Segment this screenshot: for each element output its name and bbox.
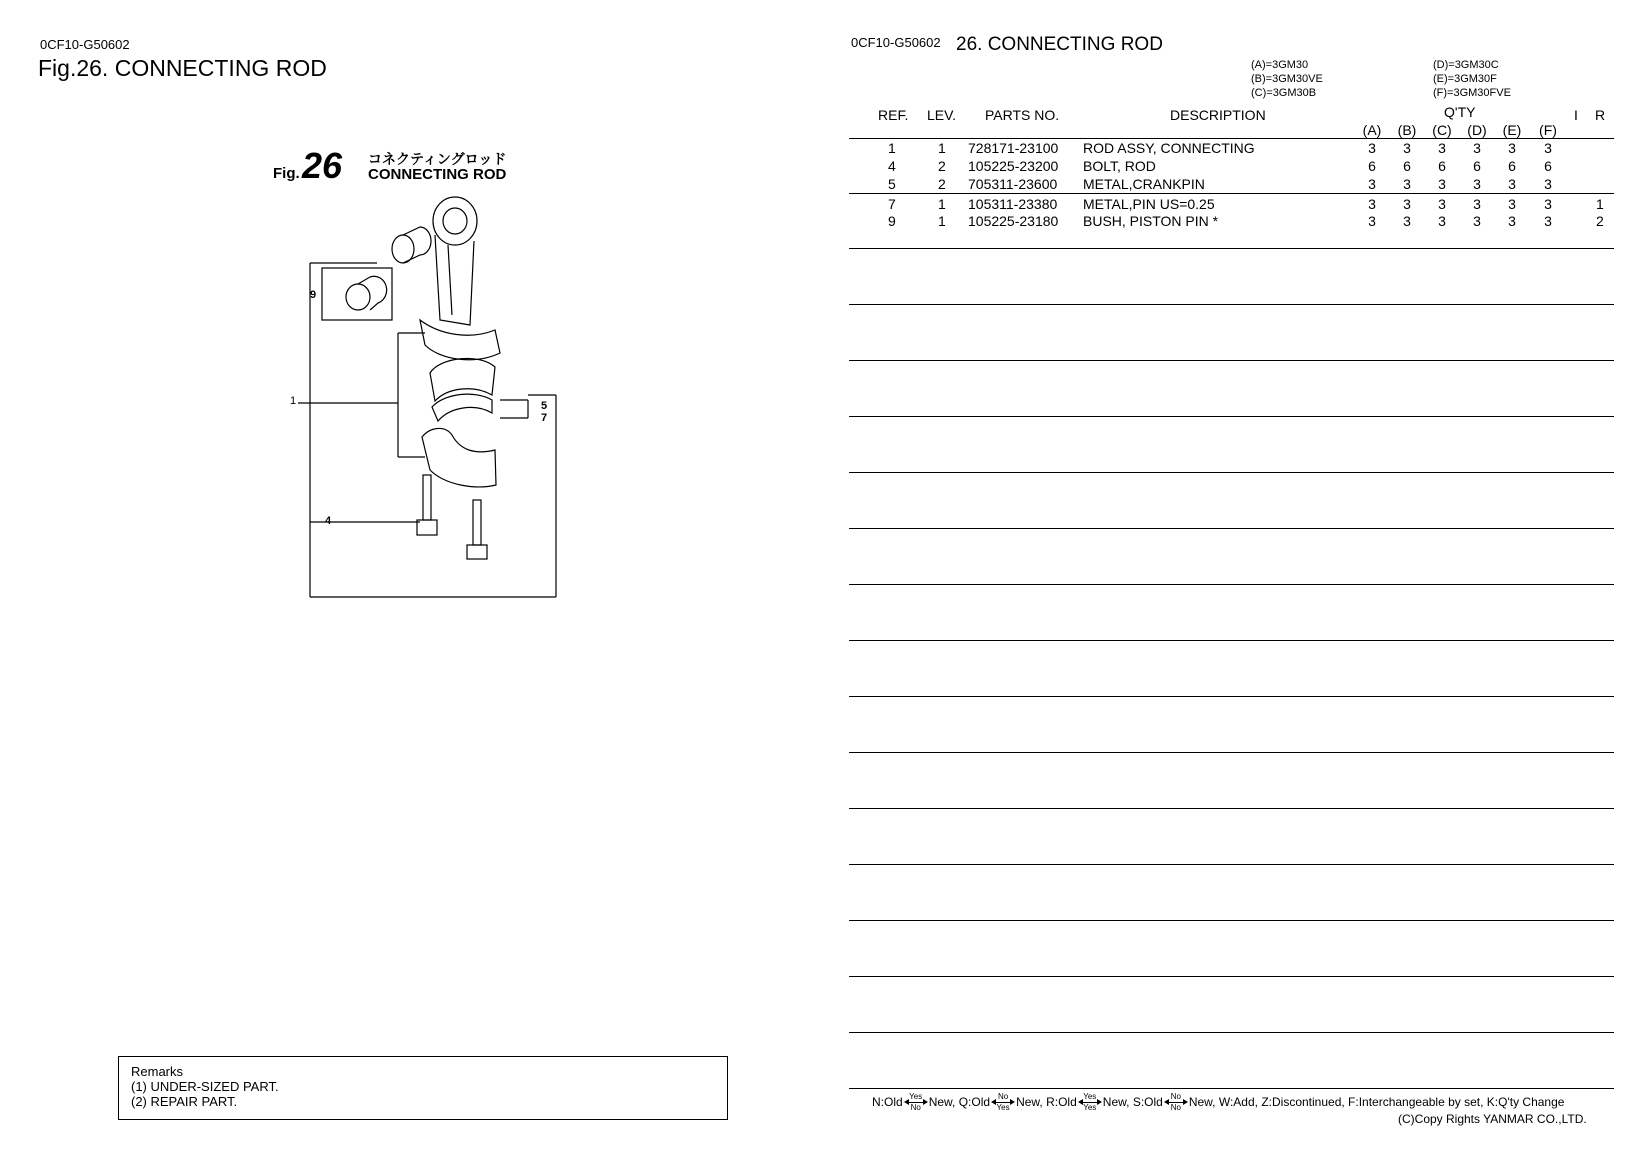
row-description: ROD ASSY, CONNECTING: [1083, 140, 1255, 156]
callout-7: 7: [541, 412, 548, 424]
row-divider: [849, 640, 1614, 641]
row-divider: [849, 584, 1614, 585]
row-divider: [849, 976, 1614, 977]
row-ref: 9: [888, 213, 896, 229]
qty-col-a: (A): [1362, 122, 1382, 138]
header-qty: Q'TY: [1444, 104, 1476, 120]
row-r: 1: [1596, 196, 1604, 212]
row-divider: [849, 752, 1614, 753]
row-divider: [849, 416, 1614, 417]
diagram-fig-number: 26: [302, 145, 343, 186]
arrow-top-label: Yes: [909, 1092, 923, 1101]
remarks-line-1: (1) UNDER-SIZED PART.: [131, 1079, 279, 1094]
row-qty-b: 6: [1403, 158, 1411, 174]
row-qty-a: 3: [1368, 140, 1376, 156]
legend-n-new: New,: [928, 1095, 956, 1110]
arrow-bottom-label: No: [1170, 1103, 1181, 1112]
arrow-bottom-label: Yes: [1083, 1103, 1097, 1112]
header-i: I: [1574, 107, 1578, 123]
qty-col-f: (F): [1539, 122, 1557, 138]
model-a: (A)=3GM30: [1251, 59, 1309, 71]
row-ref: 5: [888, 176, 896, 192]
arrow-bottom-label: No: [910, 1103, 921, 1112]
model-c: (C)=3GM30B: [1251, 87, 1317, 99]
arrow-top-label: No: [997, 1092, 1009, 1101]
diagram-en-title: CONNECTING ROD: [368, 166, 507, 183]
callout-4: 4: [325, 515, 332, 527]
row-divider: [849, 248, 1614, 249]
row-r: 2: [1596, 213, 1604, 229]
model-d: (D)=3GM30C: [1433, 59, 1499, 71]
row-divider: [849, 696, 1614, 697]
header-r: R: [1595, 107, 1606, 123]
group-rule: [849, 193, 1614, 194]
legend-q-label: Q:Old: [958, 1095, 991, 1110]
row-divider: [849, 1032, 1614, 1033]
row-qty-e: 3: [1508, 196, 1516, 212]
row-ref: 7: [888, 196, 896, 212]
row-qty-f: 3: [1544, 176, 1552, 192]
remarks-title: Remarks: [131, 1064, 184, 1079]
arrow-top-label: No: [1170, 1092, 1181, 1101]
row-qty-b: 3: [1403, 196, 1411, 212]
row-parts-no: 705311-23600: [968, 176, 1058, 192]
right-doc-code: 0CF10-G50602: [851, 35, 941, 50]
model-e: (E)=3GM30F: [1433, 73, 1497, 85]
legend-r-new: New,: [1102, 1095, 1130, 1110]
row-description: METAL,PIN US=0.25: [1083, 196, 1215, 212]
qty-col-d: (D): [1467, 122, 1487, 138]
row-divider: [849, 864, 1614, 865]
row-qty-f: 6: [1544, 158, 1552, 174]
row-qty-d: 3: [1473, 140, 1481, 156]
row-parts-no: 105225-23180: [968, 213, 1059, 229]
row-qty-e: 3: [1508, 176, 1516, 192]
arrow-top-label: Yes: [1083, 1092, 1097, 1101]
row-divider: [849, 1088, 1614, 1089]
row-qty-e: 6: [1508, 158, 1516, 174]
models-right: [1433, 58, 1511, 100]
copyright: (C)Copy Rights YANMAR CO.,LTD.: [1398, 1112, 1587, 1126]
model-f: (F)=3GM30FVE: [1433, 87, 1511, 99]
legend-tail: W:Add, Z:Discontinued, F:Interchangeable by set, K:Q'ty Change: [1218, 1095, 1565, 1110]
row-divider: [849, 920, 1614, 921]
left-doc-code: 0CF10-G50602: [40, 37, 130, 52]
header-lev: LEV.: [927, 107, 957, 123]
row-qty-a: 3: [1368, 213, 1376, 229]
qty-col-e: (E): [1502, 122, 1522, 138]
diagram-jp-title: コネクティングロッド: [368, 151, 507, 167]
legend: [872, 1094, 1564, 1112]
model-b: (B)=3GM30VE: [1251, 73, 1323, 85]
row-ref: 4: [888, 158, 896, 174]
row-qty-c: 3: [1438, 213, 1446, 229]
row-divider: [849, 472, 1614, 473]
row-qty-c: 3: [1438, 140, 1446, 156]
double-arrow-icon: [1078, 1094, 1102, 1112]
parts-list-title: 26. CONNECTING ROD: [956, 34, 1163, 55]
legend-s-label: S:Old: [1132, 1095, 1163, 1110]
row-parts-no: 728171-23100: [968, 140, 1059, 156]
row-qty-e: 3: [1508, 213, 1516, 229]
row-parts-no: 105225-23200: [968, 158, 1059, 174]
double-arrow-icon: [1164, 1094, 1188, 1112]
row-divider: [849, 304, 1614, 305]
diagram-fig-prefix: Fig.: [273, 165, 300, 182]
exploded-diagram: [270, 145, 590, 605]
figure-title: Fig.26. CONNECTING ROD: [38, 55, 327, 81]
callout-5: 5: [541, 400, 548, 412]
row-qty-d: 3: [1473, 196, 1481, 212]
row-divider: [849, 360, 1614, 361]
row-qty-c: 3: [1438, 196, 1446, 212]
row-qty-a: 3: [1368, 196, 1376, 212]
row-description: METAL,CRANKPIN: [1083, 176, 1205, 192]
row-qty-c: 6: [1438, 158, 1446, 174]
legend-n-label: N:Old: [872, 1095, 903, 1110]
double-arrow-icon: [991, 1094, 1015, 1112]
arrow-bottom-label: Yes: [996, 1103, 1010, 1112]
header-parts-no: PARTS NO.: [985, 107, 1060, 123]
row-qty-f: 3: [1544, 196, 1552, 212]
row-parts-no: 105311-23380: [968, 196, 1058, 212]
legend-q-new: New,: [1016, 1095, 1043, 1110]
callout-1: 1: [290, 395, 297, 407]
connecting-rod-drawing: [270, 145, 590, 605]
row-qty-d: 6: [1473, 158, 1481, 174]
row-description: BOLT, ROD: [1083, 158, 1156, 174]
header-ref: REF.: [878, 107, 909, 123]
row-divider: [849, 528, 1614, 529]
row-qty-f: 3: [1544, 140, 1552, 156]
row-divider: [849, 808, 1614, 809]
row-qty-d: 3: [1473, 213, 1481, 229]
row-qty-c: 3: [1438, 176, 1446, 192]
row-ref: 1: [888, 140, 896, 156]
row-lev: 2: [938, 158, 946, 174]
row-lev: 1: [938, 140, 946, 156]
legend-r-label: R:Old: [1046, 1095, 1077, 1110]
callout-9: 9: [310, 289, 317, 301]
qty-col-b: (B): [1397, 122, 1417, 138]
row-qty-b: 3: [1403, 140, 1411, 156]
row-lev: 2: [938, 176, 946, 192]
row-description: BUSH, PISTON PIN *: [1083, 213, 1219, 229]
row-qty-b: 3: [1403, 213, 1411, 229]
row-qty-a: 3: [1368, 176, 1376, 192]
row-lev: 1: [938, 213, 946, 229]
models-left: [1251, 58, 1323, 100]
double-arrow-icon: [904, 1094, 928, 1112]
qty-col-c: (C): [1432, 122, 1452, 138]
row-qty-f: 3: [1544, 213, 1552, 229]
header-rule: [849, 138, 1614, 139]
header-description: DESCRIPTION: [1170, 107, 1266, 123]
row-qty-a: 6: [1368, 158, 1376, 174]
legend-s-new: New,: [1188, 1095, 1216, 1110]
row-qty-b: 3: [1403, 176, 1411, 192]
row-lev: 1: [938, 196, 946, 212]
row-qty-d: 3: [1473, 176, 1481, 192]
remarks-line-2: (2) REPAIR PART.: [131, 1094, 238, 1109]
row-qty-e: 3: [1508, 140, 1516, 156]
remarks-box: [118, 1056, 728, 1120]
